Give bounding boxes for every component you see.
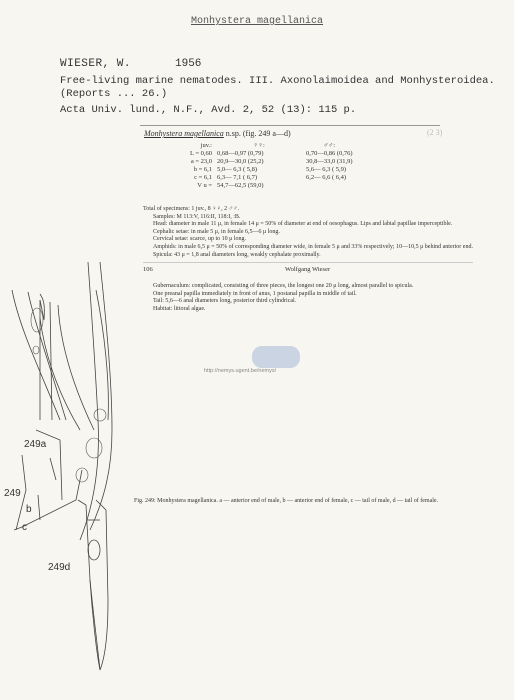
reference-author: WIESER, W. — [60, 58, 132, 70]
watermark-url: http://nemys.ugent.be/nemys/ — [204, 368, 277, 374]
description-line: Tail: 5,6—6 anal diameters long, posterior third cylindrical. — [153, 298, 297, 305]
reference-year: 1956 — [175, 58, 202, 70]
table-cell: b = 6,1 — [193, 166, 212, 173]
table-header-female: ♀♀: — [253, 142, 265, 149]
table-cell: 5,0— 6,3 ( 5,8) — [217, 166, 258, 173]
figure-label-249: 249 — [4, 488, 21, 499]
description-line: Head: diameter in male 11 μ, in female 14 μ = 50% of diameter at end of oesophagus. Lips and labial papillae imperceptible. — [153, 221, 453, 228]
table-header-juv: juv.: — [200, 142, 212, 149]
description-line: One preanal papilla immediately in front of anus, 1 postanal papilla in middle of tail. — [153, 290, 357, 297]
figure-caption: Fig. 249: Monhystera magellanica. a — anterior end of male, b — anterior end of female, c — tail of male, d — tail of female. — [134, 498, 439, 504]
table-cell: 5,6— 6,3 ( 5,9) — [306, 166, 347, 173]
figure-label-b: b — [26, 504, 32, 515]
description-line: Amphids: in male 6,5 μ = 50% of corresponding diameter wide, in female 5 μ and 33% respectively; 10—10,5 μ behind anterior end. — [153, 243, 473, 250]
table-cell: 0,70—0,86 (0,76) — [306, 150, 353, 157]
description-line: Cephalic setae: in male 5 μ, in female 6,5—6 μ long. — [153, 228, 280, 235]
table-cell: c = 6,1 — [194, 174, 212, 181]
table-cell: 20,9—30,0 (25,2) — [217, 158, 264, 165]
male-tail-outline — [78, 500, 100, 670]
reference-title-line1: Free-living marine nematodes. III. Axonolaimoidea and Monhysteroidea. — [60, 75, 495, 87]
description-line: Cervical setae: scarce, up to 10 μ long. — [153, 236, 247, 243]
table-cell: a = 23,0 — [190, 158, 212, 165]
table-header-male: ♂♂: — [323, 142, 336, 149]
description-line: Spicula: 43 μ = 1,8 anal diameters long, weakly cephalate proximally. — [153, 251, 321, 258]
figure-label-249d: 249d — [48, 562, 71, 573]
table-cell: 0,68—0,97 (0,79) — [217, 150, 264, 157]
description-line: Gubernaculum: complicated, consisting of three pieces, the longest one 20 μ long, almost parallel to spicula. — [153, 283, 414, 289]
male-anterior-body-outline — [12, 290, 60, 420]
document-header-title: Monhystera magellanica — [190, 16, 324, 27]
table-cell: 6,2— 6,6 ( 6,4) — [306, 174, 347, 181]
figure-label-c: c — [22, 522, 27, 533]
female-anterior-body-outline — [80, 262, 98, 540]
page-number: 106 — [143, 266, 153, 273]
description-line: Samples: M 113:V, 116:II, 118:I, :B. — [153, 213, 241, 220]
table-cell: 54,7—62,5 (59,0) — [217, 182, 264, 189]
corner-tag: (2 3) — [427, 128, 443, 137]
species-heading: Monhystera magellanica n.sp. (fig. 249 a—d) — [144, 129, 291, 138]
table-cell: 6,3— 7,1 ( 6,7) — [217, 174, 258, 181]
page-running-author: Wolfgang Wieser — [285, 266, 331, 273]
table-cell: 30,8—33,0 (31,9) — [306, 158, 353, 165]
reference-journal: Acta Univ. lund., N.F., Avd. 2, 52 (13): 115 p. — [60, 104, 357, 116]
figure-label-249a: 249a — [24, 439, 47, 450]
description-line: Habitat: littoral algae. — [153, 305, 206, 312]
table-cell: L = 0,60 — [189, 150, 212, 157]
description-line: Total of specimens: 1 juv., 8 ♀♀, 2 ♂♂. — [143, 206, 240, 212]
table-cell: V u = — [197, 182, 212, 189]
reference-title-line2: (Reports ... 26.) — [60, 88, 168, 100]
